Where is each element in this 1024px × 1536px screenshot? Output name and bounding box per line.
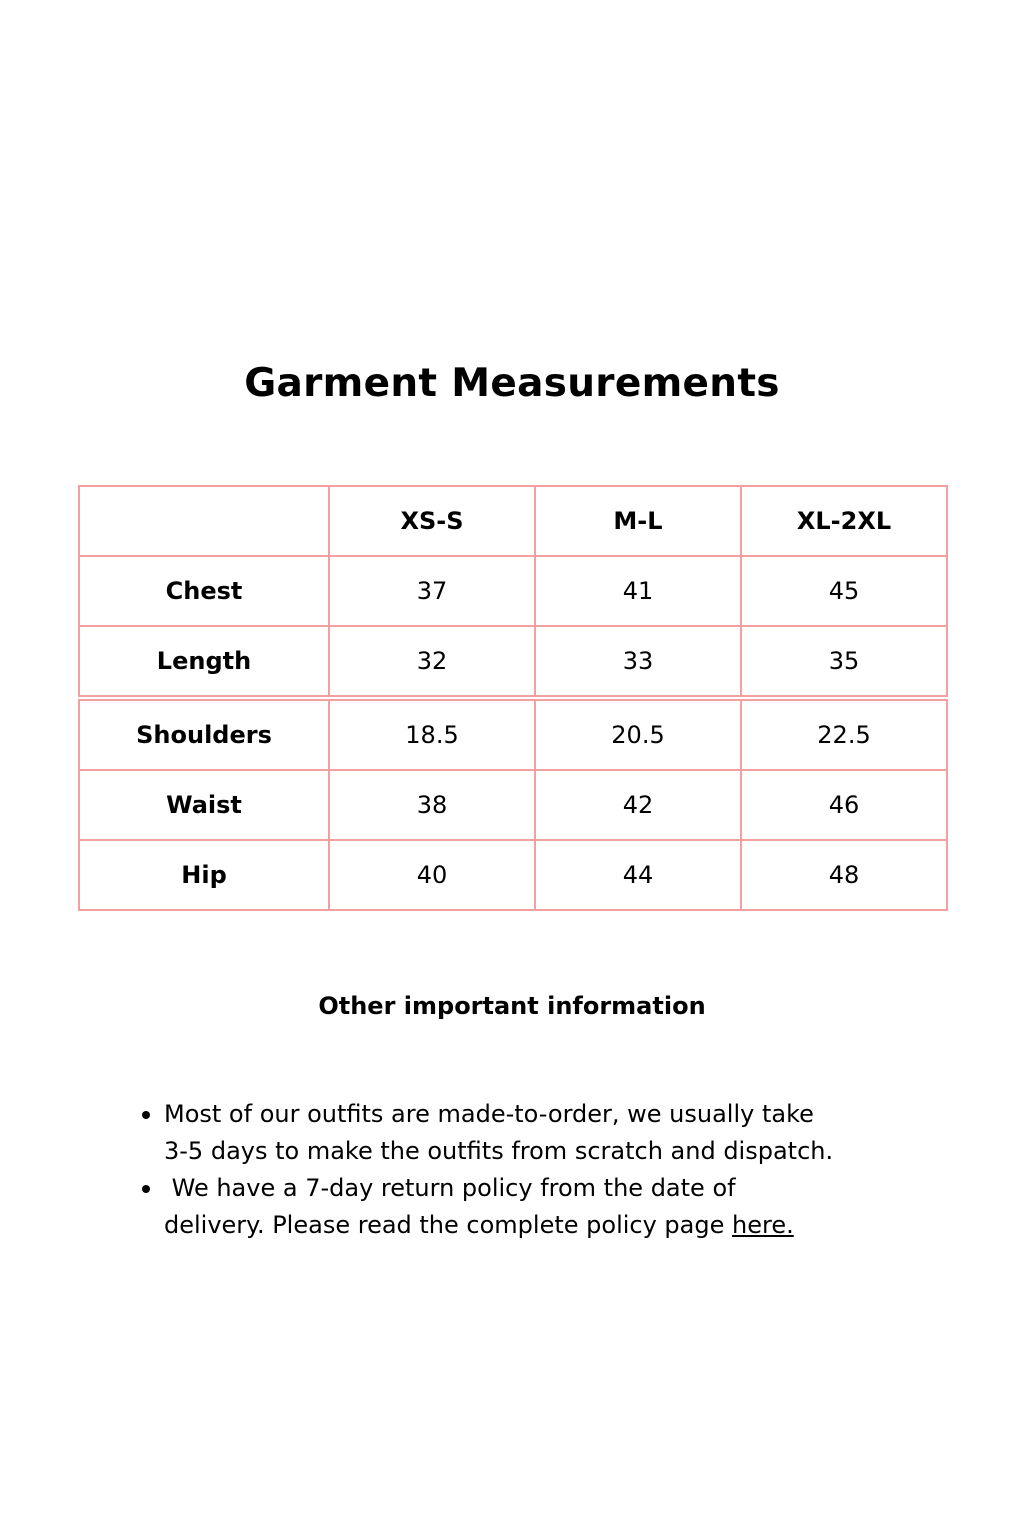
info-heading: Other important information	[318, 992, 706, 1020]
page-title: Garment Measurements	[244, 361, 780, 406]
info-text-line: We have a 7-day return policy from the date of	[164, 1174, 736, 1202]
info-list	[164, 1096, 964, 1244]
list-item-return-policy	[164, 1170, 964, 1244]
table-cell: 18.5	[329, 698, 535, 770]
table-cell: 20.5	[535, 698, 741, 770]
table-cell: 40	[329, 840, 535, 910]
table-cell: 41	[535, 556, 741, 626]
info-text-line: Most of our outfits are made-to-order, we usually take	[164, 1100, 814, 1128]
table-cell: 32	[329, 626, 535, 698]
table-cell: 33	[535, 626, 741, 698]
table-cell: 35	[741, 626, 947, 698]
measurements-table	[78, 485, 948, 911]
row-label-chest: Chest	[79, 556, 329, 626]
list-item-made-to-order	[164, 1096, 964, 1170]
table-header-corner	[79, 486, 329, 556]
row-label-shoulders: Shoulders	[79, 698, 329, 770]
table-cell: 42	[535, 770, 741, 840]
column-header-m-l: M-L	[535, 486, 741, 556]
table-row-hip	[79, 840, 947, 910]
table-cell: 37	[329, 556, 535, 626]
row-label-hip: Hip	[79, 840, 329, 910]
table-cell: 46	[741, 770, 947, 840]
table-row-chest	[79, 556, 947, 626]
policy-page-link[interactable]: here.	[732, 1211, 794, 1239]
table-cell: 45	[741, 556, 947, 626]
row-label-length: Length	[79, 626, 329, 698]
table-header-row	[79, 486, 947, 556]
table-cell: 44	[535, 840, 741, 910]
table-cell: 22.5	[741, 698, 947, 770]
table-row-shoulders	[79, 698, 947, 770]
table-row-waist	[79, 770, 947, 840]
row-label-waist: Waist	[79, 770, 329, 840]
table-row-length	[79, 626, 947, 698]
table-cell: 48	[741, 840, 947, 910]
column-header-xl-2xl: XL-2XL	[741, 486, 947, 556]
table-cell: 38	[329, 770, 535, 840]
info-text-line: delivery. Please read the complete policy page	[164, 1211, 732, 1239]
bullet-icon	[142, 1111, 150, 1119]
info-text-line: 3-5 days to make the outfits from scratch and dispatch.	[164, 1137, 834, 1165]
column-header-xs-s: XS-S	[329, 486, 535, 556]
bullet-icon	[142, 1185, 150, 1193]
